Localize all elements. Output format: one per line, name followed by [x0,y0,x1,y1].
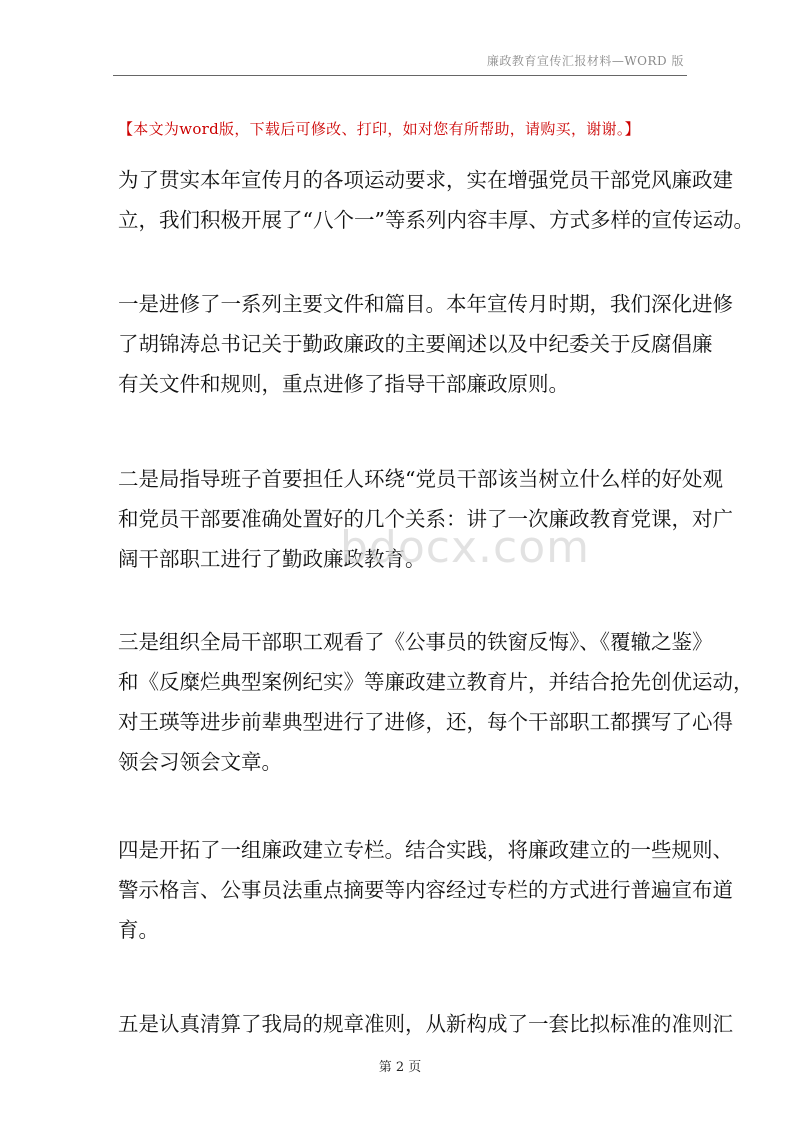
paragraph-line: 二是局指导班子首要担任人环绕“党员干部该当树立什么样的好处观 [118,467,723,491]
paragraph-line: 育。 [118,918,159,942]
paragraph-line: 阔干部职工进行了勤政廉政教育。 [118,547,426,571]
paragraph-line: 了胡锦涛总书记关于勤政廉政的主要阐述以及中纪委关于反腐倡廉 [118,332,713,356]
paragraph-third-point [118,622,754,782]
paragraph-line: 领会习领会文章。 [118,750,282,774]
paragraph-fourth-point [118,830,733,950]
paragraph-line: 和《反糜烂典型案例纪实》等廉政建立教育片，并结合抢先创优运动， [118,670,754,694]
paragraph-line: 为了贯实本年宣传月的各项运动要求，实在增强党员干部党风廉政建 [118,168,733,192]
purchase-notice: 【本文为word版，下载后可修改、打印，如对您有所帮助，请购买，谢谢。】 [118,120,640,138]
paragraph-line: 警示格言、公事员法重点摘要等内容经过专栏的方式进行普遍宣布道 [118,878,733,902]
paragraph-line: 一是进修了一系列主要文件和篇目。本年宣传月时期，我们深化进修 [118,292,733,316]
paragraph-line: 五是认真清算了我局的规章准则，从新构成了一套比拟标准的准则汇 [118,1012,733,1036]
paragraph-fifth-point [118,1004,733,1044]
header-divider [113,75,687,76]
paragraph-line: 和党员干部要准确处置好的几个关系：讲了一次廉政教育党课，对广 [118,507,733,531]
paragraph-line: 对王瑛等进步前辈典型进行了进修，还，每个干部职工都撰写了心得 [118,710,733,734]
paragraph-intro [118,160,754,240]
paragraph-first-point [118,284,733,404]
paragraph-line: 四是开拓了一组廉政建立专栏。结合实践，将廉政建立的一些规则、 [118,838,733,862]
page-number: 第 2 页 [378,1060,422,1075]
paragraph-line: 立，我们积极开展了“八个一”等系列内容丰厚、方式多样的宣传运动。 [118,208,754,232]
watermark: bdocx.com [340,522,590,573]
paragraph-line: 有关文件和规则，重点进修了指导干部廉政原则。 [118,372,569,396]
paragraph-line: 三是组织全局干部职工观看了《公事员的铁窗反悔》、《覆辙之鉴》 [118,630,713,654]
header-title: 廉政教育宣传汇报材料—WORD 版 [486,54,684,68]
